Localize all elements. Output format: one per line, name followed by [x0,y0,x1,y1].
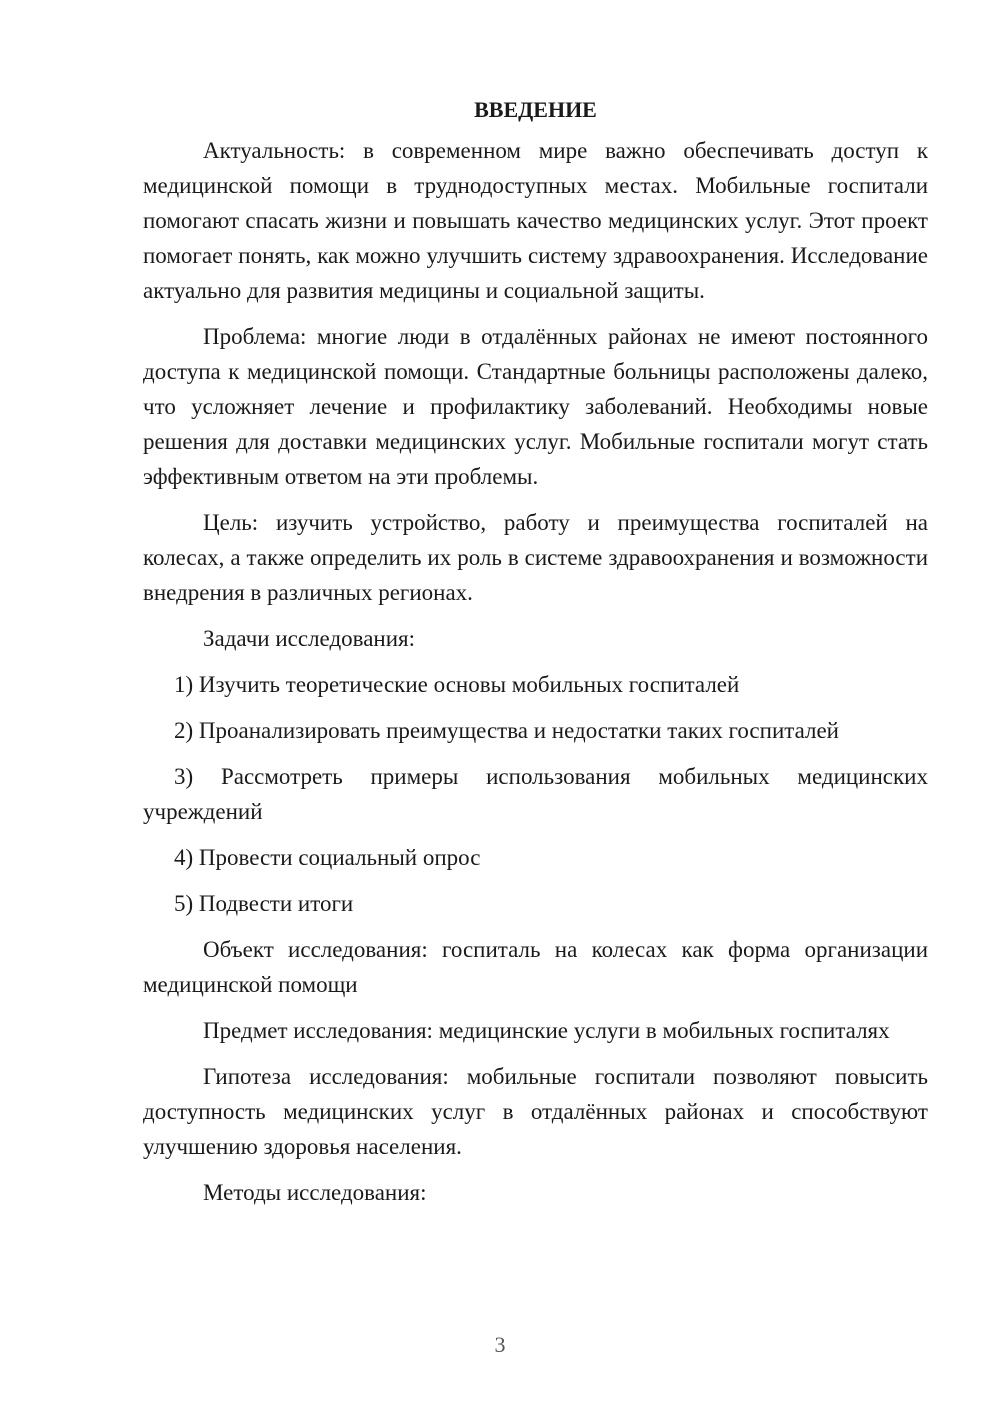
task-item-1: 1) Изучить теоретические основы мобильных госпиталей [174,672,740,697]
task-item-2: 2) Проанализировать преимущества и недостатки таких госпиталей [174,718,839,743]
methods-label: Методы исследования: [203,1180,427,1205]
task-item-3: 3) Рассмотреть примеры использования мобильных медицинских учреждений [143,764,928,824]
document-page [143,92,928,1221]
hypothesis-paragraph: Гипотеза исследования: мобильные госпитали позволяют повысить доступность медицинских услуг в отдалённых районах и способствуют улучшению здоровья населения. [143,1064,928,1159]
section-heading: ВВЕДЕНИЕ [474,97,597,122]
problem-paragraph: Проблема: многие люди в отдалённых районах не имеют постоянного доступа к медицинской помощи. Стандартные больницы расположены далеко, что усложняет лечение и профилактику заболеваний. Необходимы новые решения для доставки медицинских услуг. Мобильные госпитали могут стать эффективным ответом на эти проблемы. [143,324,928,489]
page-number: 3 [494,1332,506,1357]
relevance-paragraph: Актуальность: в современном мире важно обеспечивать доступ к медицинской помощи в труднодоступных местах. Мобильные госпитали помогают спасать жизни и повышать качество медицинских услуг. Этот проект помогает понять, как можно улучшить систему здравоохранения. Исследование актуально для развития медицины и социальной защиты. [143,138,928,303]
goal-paragraph: Цель: изучить устройство, работу и преимущества госпиталей на колесах, а также определить их роль в системе здравоохранения и возможности внедрения в различных регионах. [143,510,928,605]
subject-paragraph: Предмет исследования: медицинские услуги в мобильных госпиталях [203,1018,890,1043]
task-item-5: 5) Подвести итоги [174,891,354,916]
tasks-label: Задачи исследования: [203,626,416,651]
object-paragraph: Объект исследования: госпиталь на колесах как форма организации медицинской помощи [143,937,928,997]
task-item-4: 4) Провести социальный опрос [174,845,481,870]
